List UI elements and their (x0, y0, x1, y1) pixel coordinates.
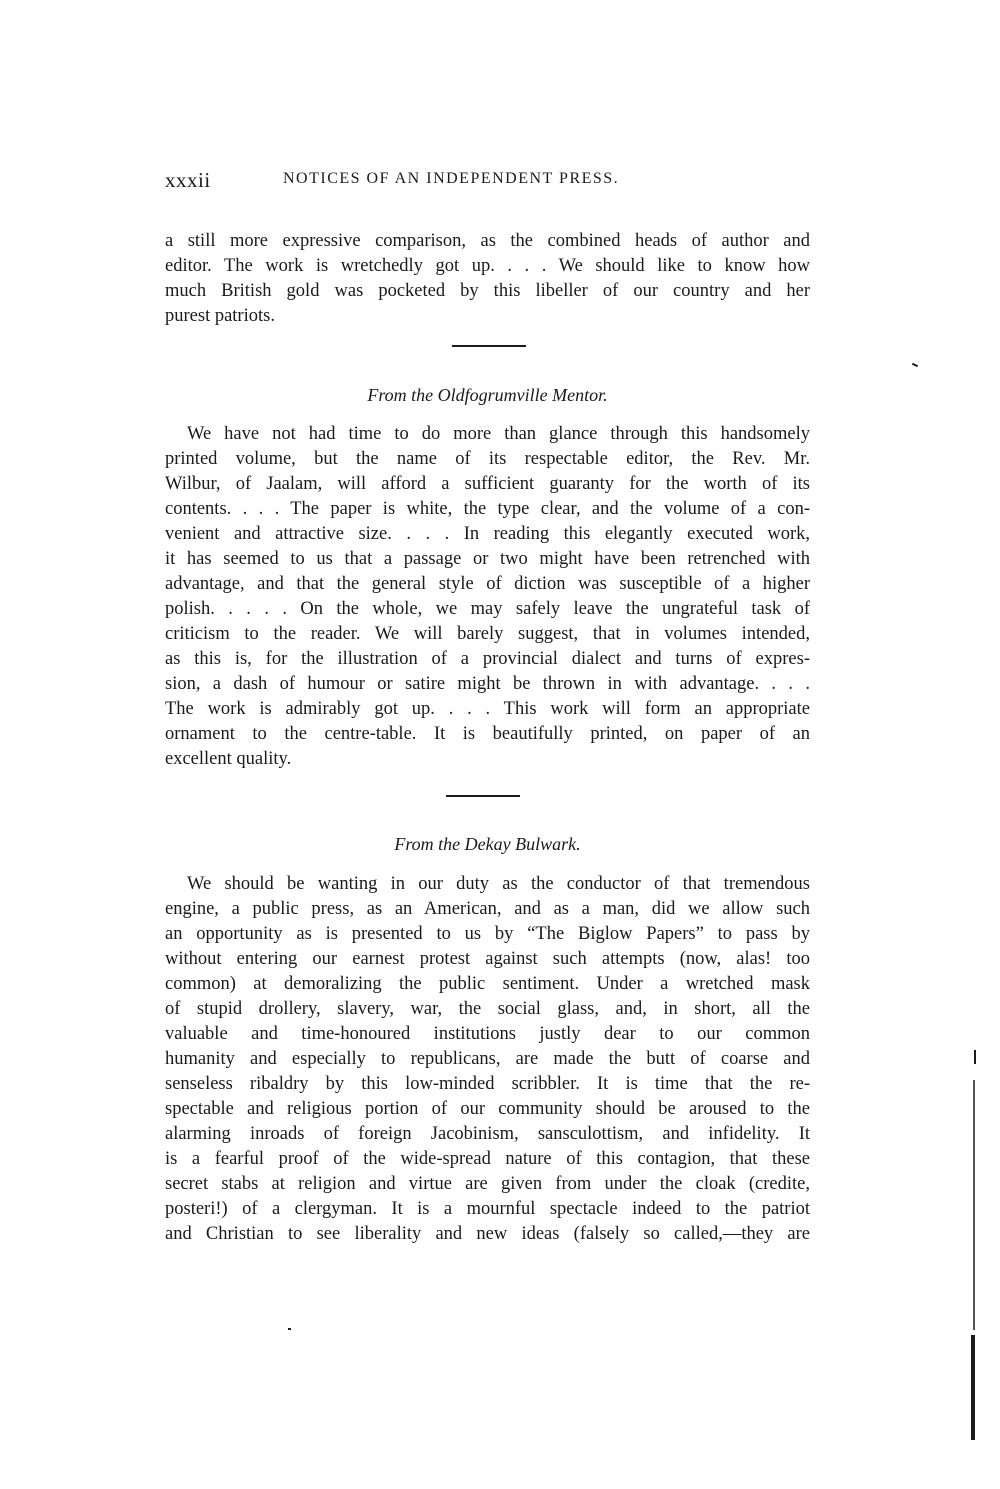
text-line: We should be wanting in our duty as the conductor of that tremendous (187, 874, 810, 894)
scan-speck (288, 1328, 291, 1330)
text-line: Wilbur, of Jaalam, will afford a sufficient guaranty for the worth of its (165, 474, 810, 494)
text-line: posteri!) of a clergyman. It is a mournful spectacle indeed to the patriot (165, 1199, 810, 1219)
text-line: much British gold was pocketed by this libeller of our country and her (165, 281, 810, 301)
text-line: engine, a public press, as an American, and as a man, did we allow such (165, 899, 810, 919)
section-divider (446, 795, 520, 797)
text-line: alarming inroads of foreign Jacobinism, sansculottism, and infidelity. It (165, 1124, 810, 1144)
text-line: is a fearful proof of the wide-spread nature of this contagion, that these (165, 1149, 810, 1169)
text-line: sion, a dash of humour or satire might be thrown in with advantage. . . . (165, 674, 810, 694)
text-line: venient and attractive size. . . . In reading this elegantly executed work, (165, 524, 810, 544)
text-line: common) at demoralizing the public sentiment. Under a wretched mask (165, 974, 810, 994)
text-line: humanity and especially to republicans, are made the butt of coarse and (165, 1049, 810, 1069)
scan-speck (974, 1050, 976, 1064)
text-line: it has seemed to us that a passage or two might have been retrenched with (165, 549, 810, 569)
text-line: The work is admirably got up. . . . This work will form an appropriate (165, 699, 810, 719)
page-header (165, 168, 815, 198)
text-line: ornament to the centre-table. It is beautifully printed, on paper of an (165, 724, 810, 744)
text-line: printed volume, but the name of its respectable editor, the Rev. Mr. (165, 449, 810, 469)
scan-speck (912, 363, 918, 367)
text-line: senseless ribaldry by this low-minded scribbler. It is time that the re- (165, 1074, 810, 1094)
text-line: and Christian to see liberality and new ideas (falsely so called,—they are (165, 1224, 810, 1244)
text-line: excellent quality. (165, 749, 292, 769)
page-number: xxxii (165, 168, 211, 192)
text-line: valuable and time-honoured institutions justly dear to our common (165, 1024, 810, 1044)
text-line: editor. The work is wretchedly got up. . . . We should like to know how (165, 256, 810, 276)
text-line: purest patriots. (165, 306, 275, 326)
section-heading: From the Dekay Bulwark. (394, 834, 581, 854)
page-edge-mark (971, 1335, 975, 1440)
text-line: of stupid drollery, slavery, war, the social glass, and, in short, all the (165, 999, 810, 1019)
text-line: polish. . . . . On the whole, we may safely leave the ungrateful task of (165, 599, 810, 619)
text-line: without entering our earnest protest against such attempts (now, alas! too (165, 949, 810, 969)
section-divider (452, 345, 526, 347)
text-line: as this is, for the illustration of a provincial dialect and turns of expres- (165, 649, 810, 669)
running-head: NOTICES OF AN INDEPENDENT PRESS. (283, 170, 620, 187)
text-line: spectable and religious portion of our community should be aroused to the (165, 1099, 810, 1119)
text-line: a still more expressive comparison, as the combined heads of author and (165, 231, 810, 251)
page-edge-mark (973, 1080, 975, 1330)
text-line: We have not had time to do more than glance through this handsomely (187, 424, 810, 444)
text-line: secret stabs at religion and virtue are given from under the cloak (credite, (165, 1174, 810, 1194)
text-line: advantage, and that the general style of diction was susceptible of a higher (165, 574, 810, 594)
text-line: contents. . . . The paper is white, the type clear, and the volume of a con- (165, 499, 810, 519)
text-line: criticism to the reader. We will barely suggest, that in volumes intended, (165, 624, 810, 644)
text-line: an opportunity as is presented to us by “The Biglow Papers” to pass by (165, 924, 810, 944)
section-heading: From the Oldfogrumville Mentor. (367, 385, 608, 405)
